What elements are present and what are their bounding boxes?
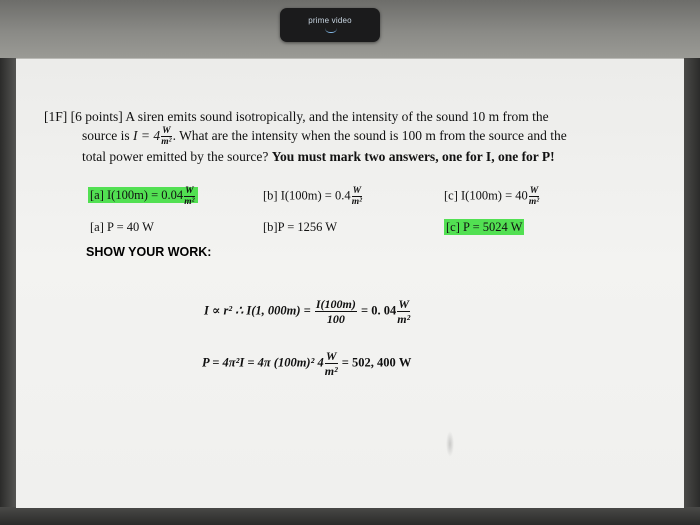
screen (16, 58, 684, 508)
question-points: [6 points] (70, 109, 123, 124)
power-option-c[interactable]: [c] P = 5024 W (446, 220, 523, 234)
question-label: [1F] (44, 109, 68, 124)
question-text (44, 107, 604, 166)
intensity-option-b[interactable]: [b] I(100m) = 0.4 $\frac{W}{\text{m²}}$ (263, 186, 362, 207)
unit-fraction: $\frac{W}{\text{m²}}$ (351, 186, 362, 207)
unit-fraction: $\frac{W}{\text{m²}}$ (324, 349, 338, 378)
monitor-bezel-left (0, 58, 16, 525)
given-unit: $\frac{W}{\text{m²}}$ (161, 126, 172, 148)
question-line-3: total power emitted by the source? You must mark two answers, one for I, one for P! (82, 149, 555, 165)
prime-video-badge: prime video (308, 16, 352, 25)
screen-glare (446, 431, 454, 457)
given-intensity: I = 4 (133, 128, 161, 143)
show-work-heading: SHOW YOUR WORK: (86, 245, 212, 259)
ratio-fraction: $\frac{I(100m)}{100}$ (315, 297, 356, 326)
question-instruction: You must mark two answers, one for I, one for P! (271, 149, 555, 165)
unit-fraction: $\frac{W}{\text{m²}}$ (528, 186, 540, 207)
question-line-2: source is I = 4 $\frac{W}{\text{m²}}$ . What are the intensity when the sound is 100 m from the source and the (82, 126, 567, 148)
unit-fraction: $\frac{W}{\text{m²}}$ (397, 297, 411, 326)
power-option-b[interactable]: [b]P = 1256 W (263, 220, 338, 234)
smile-logo-icon (325, 28, 337, 33)
work-line-2: P = 4π²I = 4π (100m)² 4 $\frac{W}{\text{m²}}$ = 502, 400 W (202, 349, 412, 378)
work-line-1: I ∝ r² ∴ I(1, 000m) = $\frac{I(100m)}{100}$ = 0. 04 $\frac{W}{\text{m²}}$ (204, 297, 411, 326)
power-option-a[interactable]: [a] P = 40 W (90, 220, 154, 234)
monitor-bezel-bottom (0, 507, 700, 525)
intensity-option-c[interactable]: [c] I(100m) = 40 $\frac{W}{\text{m²}}$ (444, 186, 540, 207)
intensity-option-a[interactable]: [a] I(100m) = 0.04 $\frac{W}{\text{m²}}$ (88, 186, 198, 207)
camera-notch (280, 8, 380, 42)
unit-fraction: $\frac{W}{\text{m²}}$ (184, 186, 195, 207)
question-line-1: A siren emits sound isotropically, and the intensity of the sound 10 m from the (125, 109, 549, 124)
monitor-bezel-right (684, 58, 700, 525)
